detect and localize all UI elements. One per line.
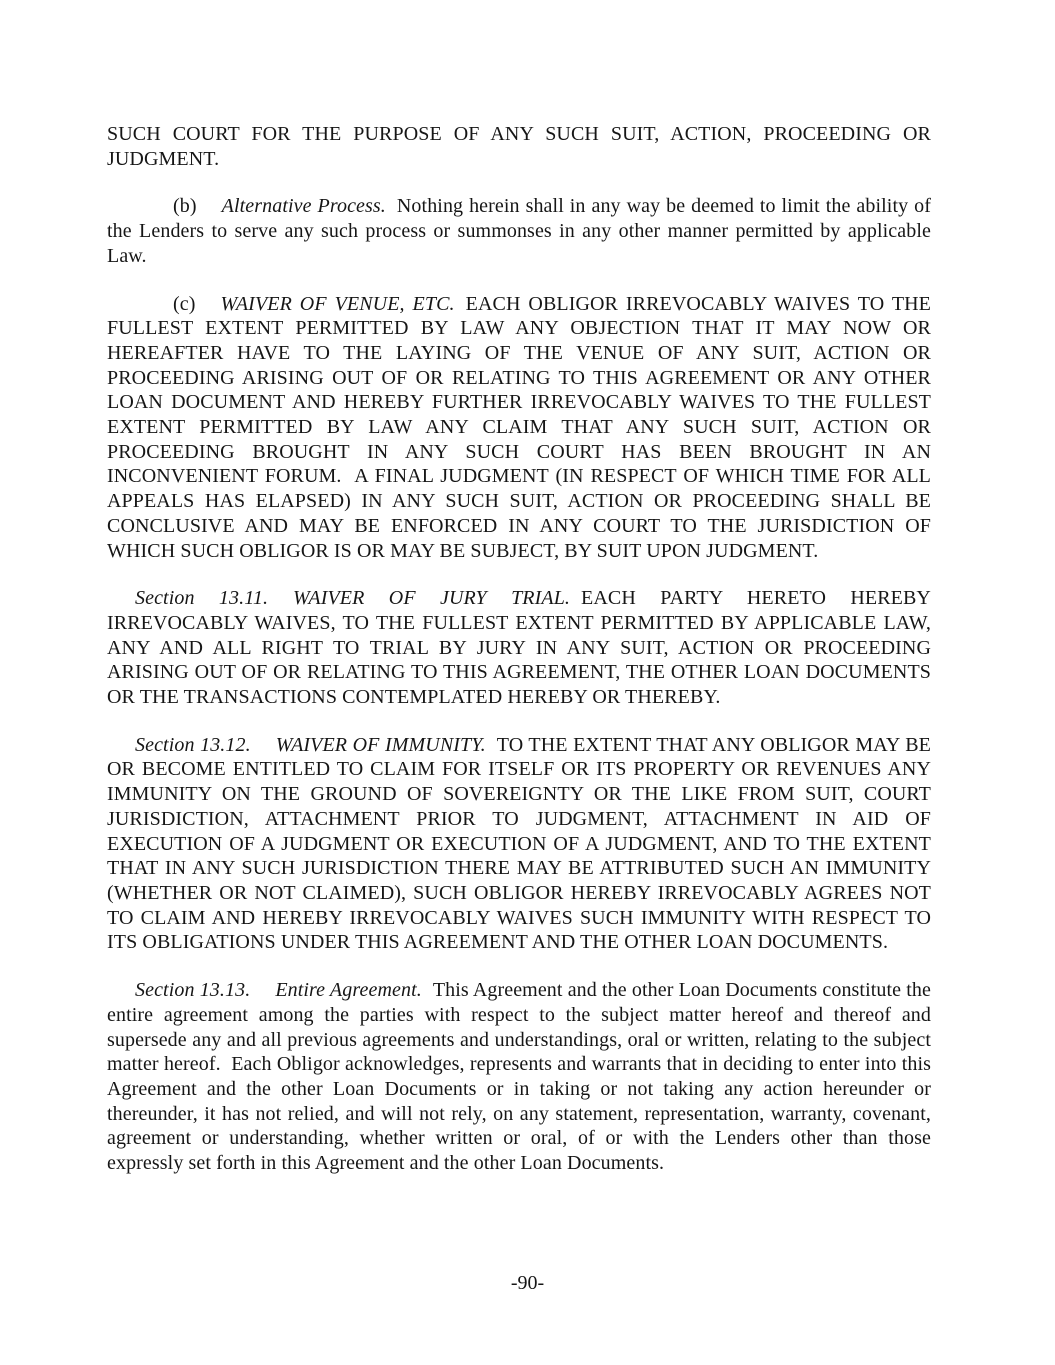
page-number: -90- bbox=[510, 1272, 545, 1294]
paragraph-section-13-12-waiver-of-immunity bbox=[107, 733, 931, 955]
clause-heading-waiver-of-venue: WAIVER OF VENUE, ETC. bbox=[220, 292, 455, 315]
section-heading-waiver-of-jury-trial: WAIVER OF JURY TRIAL. bbox=[293, 587, 571, 610]
document-body bbox=[107, 122, 931, 1199]
paragraph-text: Nothing herein shall in any way be deemed to limit the ability of the Lenders to serve any such process or summonses in any other manner permitted by applicable Law. bbox=[107, 195, 931, 267]
paragraph-text: EACH PARTY HERETO HEREBY IRREVOCABLY WAIVES, TO THE FULLEST EXTENT PERMITTED BY APPLICABLE LAW, ANY AND ALL RIGHT TO TRIAL BY JURY IN ANY SUIT, ACTION OR PROCEEDING ARISING OUT OF OR RELATING TO THIS AGREEMENT, THE OTHER LOAN DOCUMENTS OR THE TRANSACTIONS CONTEMPLATED HEREBY OR THEREBY. bbox=[107, 587, 931, 709]
clause-label-b: (b) bbox=[173, 195, 197, 218]
paragraph-text: EACH OBLIGOR IRREVOCABLY WAIVES TO THE FULLEST EXTENT PERMITTED BY LAW ANY OBJECTION THAT IT MAY NOW OR HEREAFTER HAVE TO THE LAYING OF THE VENUE OF ANY SUIT, ACTION OR PROCEEDING ARISING OUT OF OR RELATING TO THIS AGREEMENT OR ANY OTHER LOAN DOCUMENT AND HEREBY FURTHER IRREVOCABLY WAIVES TO THE FULLEST EXTENT PERMITTED BY LAW ANY CLAIM THAT ANY SUCH SUIT, ACTION OR PROCEEDING BROUGHT IN ANY SUCH COURT HAS BEEN BROUGHT IN AN INCONVENIENT FORUM. A FINAL JUDGMENT (IN RESPECT OF WHICH TIME FOR ALL APPEALS HAS ELAPSED) IN ANY SUCH SUIT, ACTION OR PROCEEDING SHALL BE CONCLUSIVE AND MAY BE ENFORCED IN ANY COURT TO THE JURISDICTION OF WHICH SUCH OBLIGOR IS OR MAY BE SUBJECT, BY SUIT UPON JUDGMENT. bbox=[107, 292, 931, 562]
paragraph-b-alternative-process bbox=[107, 194, 931, 268]
clause-label-c: (c) bbox=[173, 292, 196, 315]
paragraph-text: TO THE EXTENT THAT ANY OBLIGOR MAY BE OR BECOME ENTITLED TO CLAIM FOR ITSELF OR ITS PROPERTY OR REVENUES ANY IMMUNITY ON THE GROUND OF SOVEREIGNTY OR THE LIKE FROM SUIT, COURT JURISDICTION, ATTACHMENT PRIOR TO JUDGMENT, ATTACHMENT IN AID OF EXECUTION OF A JUDGMENT OR EXECUTION OF A JUDGMENT, AND TO THE EXTENT THAT IN ANY SUCH JURISDICTION THERE MAY BE ATTRIBUTED SUCH AN IMMUNITY (WHETHER OR NOT CLAIMED), SUCH OBLIGOR HEREBY IRREVOCABLY AGREES NOT TO CLAIM AND HEREBY IRREVOCABLY WAIVES SUCH IMMUNITY WITH RESPECT TO ITS OBLIGATIONS UNDER THIS AGREEMENT AND THE OTHER LOAN DOCUMENTS. bbox=[107, 733, 931, 954]
section-label-13-12: Section 13.12. bbox=[135, 733, 251, 756]
section-heading-entire-agreement: Entire Agreement. bbox=[275, 979, 422, 1002]
paragraph-text: This Agreement and the other Loan Documents constitute the entire agreement among the parties with respect to the subject matter hereof and thereof and supersede any and all previous agreements and understandings, oral or written, relating to the subject matter hereof. Each Obligor acknowledges, represents and warrants that in deciding to enter into this Agreement and the other Loan Documents or in taking or not taking any action hereunder or thereunder, it has not relied, and will not rely, on any statement, representation, warranty, covenant, agreement or understanding, whether written or oral, of or with the Lenders other than those expressly set forth in this Agreement and the other Loan Documents. bbox=[107, 979, 931, 1175]
paragraph-section-13-11-waiver-of-jury-trial bbox=[107, 586, 931, 710]
section-label-13-13: Section 13.13. bbox=[135, 979, 251, 1002]
paragraph-section-13-13-entire-agreement bbox=[107, 978, 931, 1176]
section-label-13-11: Section 13.11. bbox=[135, 587, 269, 610]
paragraph-text: SUCH COURT FOR THE PURPOSE OF ANY SUCH SUIT, ACTION, PROCEEDING OR JUDGMENT. bbox=[107, 123, 931, 170]
clause-heading-alternative-process: Alternative Process. bbox=[221, 195, 386, 218]
section-heading-waiver-of-immunity: WAIVER OF IMMUNITY. bbox=[275, 733, 486, 756]
paragraph-c-waiver-of-venue bbox=[107, 292, 931, 564]
paragraph-court-judgment bbox=[107, 122, 931, 171]
